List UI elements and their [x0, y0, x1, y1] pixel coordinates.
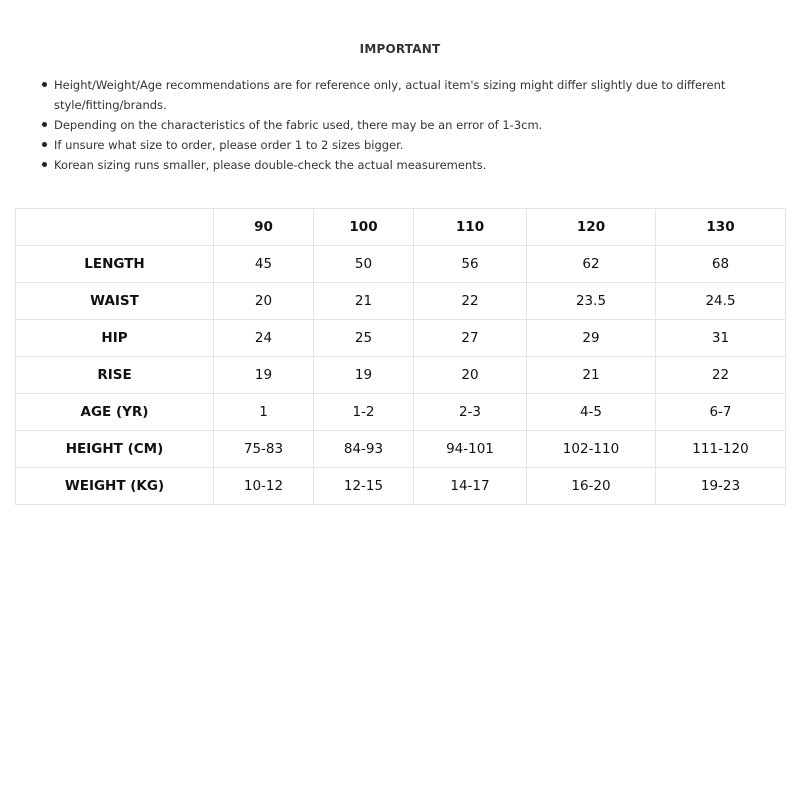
table-row	[16, 431, 786, 468]
table-cell: 19	[214, 357, 314, 394]
table-cell: 22	[414, 283, 527, 320]
table-cell: 94-101	[414, 431, 527, 468]
table-row	[16, 468, 786, 505]
table-cell: 20	[414, 357, 527, 394]
size-header: 130	[656, 209, 786, 246]
table-cell: 102-110	[527, 431, 656, 468]
notice-title: IMPORTANT	[359, 42, 441, 56]
table-cell: 14-17	[414, 468, 527, 505]
table-cell: 75-83	[214, 431, 314, 468]
table-cell: 111-120	[656, 431, 786, 468]
table-cell: 1-2	[314, 394, 414, 431]
table-header-row	[16, 209, 786, 246]
row-label: HIP	[16, 320, 214, 357]
table-row	[16, 394, 786, 431]
table-cell: 1	[214, 394, 314, 431]
table-cell: 19	[314, 357, 414, 394]
table-cell: 50	[314, 246, 414, 283]
table-cell: 27	[414, 320, 527, 357]
table-row	[16, 283, 786, 320]
table-cell: 19-23	[656, 468, 786, 505]
size-header: 120	[527, 209, 656, 246]
size-chart-table	[15, 208, 786, 505]
table-row	[16, 320, 786, 357]
table-cell: 6-7	[656, 394, 786, 431]
table-cell: 31	[656, 320, 786, 357]
table-cell: 25	[314, 320, 414, 357]
row-label: RISE	[16, 357, 214, 394]
table-cell: 68	[656, 246, 786, 283]
table-cell: 4-5	[527, 394, 656, 431]
notice-item: Korean sizing runs smaller, please double-check the actual measurements.	[38, 155, 758, 175]
table-cell: 56	[414, 246, 527, 283]
table-cell: 16-20	[527, 468, 656, 505]
table-cell: 21	[314, 283, 414, 320]
table-row	[16, 357, 786, 394]
table-cell: 24	[214, 320, 314, 357]
table-cell: 21	[527, 357, 656, 394]
table-corner-cell	[16, 209, 214, 246]
row-label: HEIGHT (CM)	[16, 431, 214, 468]
row-label: LENGTH	[16, 246, 214, 283]
table-cell: 23.5	[527, 283, 656, 320]
notice-item: Height/Weight/Age recommendations are for reference only, actual item's sizing might differ slightly due to different style/fitting/brands.	[38, 75, 758, 115]
table-cell: 62	[527, 246, 656, 283]
size-header: 110	[414, 209, 527, 246]
row-label: AGE (YR)	[16, 394, 214, 431]
notice-list	[38, 75, 758, 175]
table-cell: 29	[527, 320, 656, 357]
table-cell: 22	[656, 357, 786, 394]
table-cell: 20	[214, 283, 314, 320]
size-header: 100	[314, 209, 414, 246]
notice-item: Depending on the characteristics of the fabric used, there may be an error of 1-3cm.	[38, 115, 758, 135]
notice-item: If unsure what size to order, please order 1 to 2 sizes bigger.	[38, 135, 758, 155]
table-cell: 45	[214, 246, 314, 283]
table-cell: 84-93	[314, 431, 414, 468]
table-row	[16, 246, 786, 283]
table-cell: 10-12	[214, 468, 314, 505]
table-cell: 2-3	[414, 394, 527, 431]
row-label: WEIGHT (KG)	[16, 468, 214, 505]
size-header: 90	[214, 209, 314, 246]
table-cell: 24.5	[656, 283, 786, 320]
table-cell: 12-15	[314, 468, 414, 505]
row-label: WAIST	[16, 283, 214, 320]
